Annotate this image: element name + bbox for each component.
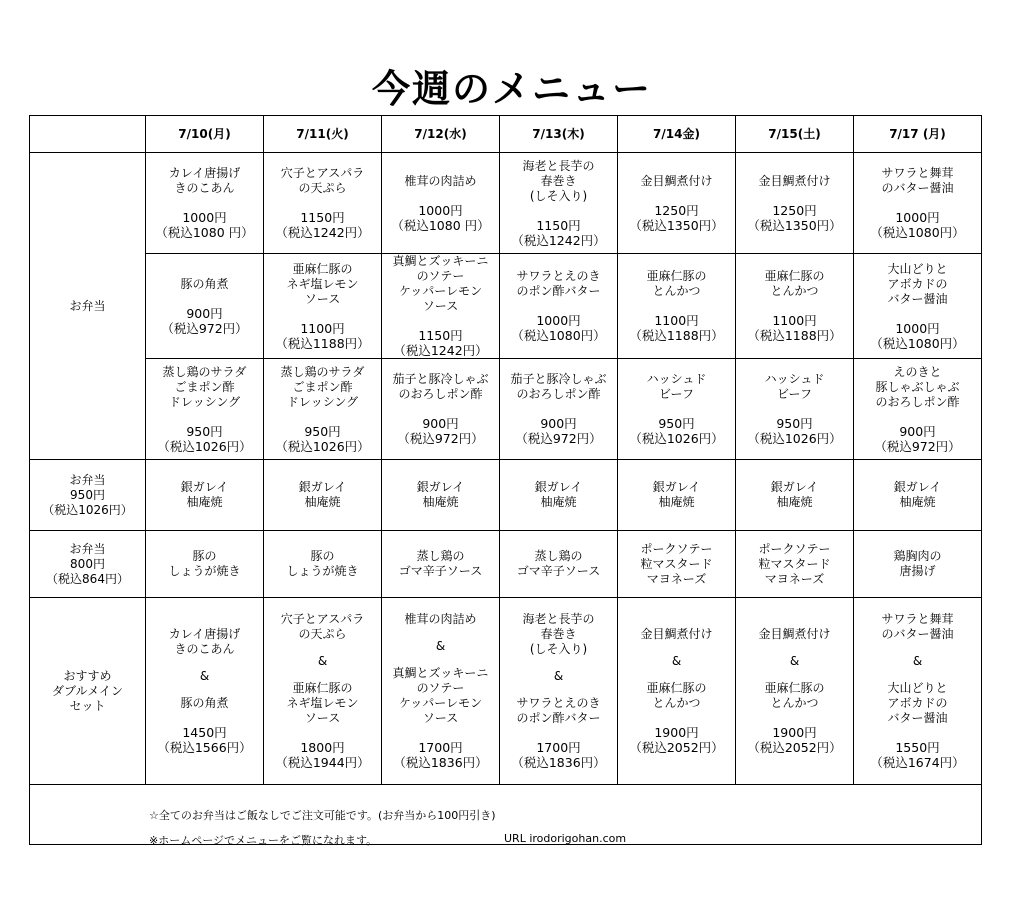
dish-name: 茄子と豚冷しゃぶ のおろしポン酢 — [392, 372, 489, 401]
dish-price: 1100円 （税込1188円） — [275, 320, 370, 351]
dish-a: 穴子とアスパラ の天ぷら — [280, 612, 365, 641]
menu-cell — [736, 531, 854, 598]
dish-price: 1900円 （税込2052円） — [747, 725, 842, 755]
menu-cell — [854, 460, 982, 531]
menu-cell — [146, 460, 264, 531]
dish-price: 1000円 （税込1080円） — [870, 210, 965, 240]
menu-cell — [618, 359, 736, 460]
bento950-row — [30, 460, 982, 531]
header-date: 7/14金) — [618, 116, 736, 153]
menu-cell — [264, 153, 382, 254]
page-title: 今週のメニュー — [371, 67, 652, 111]
menu-cell — [382, 460, 500, 531]
ampersand: & — [789, 654, 800, 668]
dish-name: 亜麻仁豚の とんかつ — [646, 269, 707, 298]
dish-name: ハッシュド ビーフ — [764, 372, 825, 401]
dish-name: 蒸し鶏のサラダ ごまポン酢 ドレッシング — [162, 364, 247, 409]
menu-cell — [736, 153, 854, 254]
dish-name: 真鯛とズッキーニ のソテー ケッパーレモン ソース — [392, 254, 489, 313]
dish-price: 1250円 （税込1350円） — [629, 202, 724, 233]
dish-b: 亜麻仁豚の ネギ塩レモン ソース — [286, 681, 359, 725]
dish-a: サワラと舞茸 のバター醤油 — [881, 612, 954, 641]
menu-cell — [618, 598, 736, 785]
dish-name: 穴子とアスパラ の天ぷら — [280, 166, 365, 195]
bento950-label — [30, 460, 146, 531]
ampersand: & — [435, 639, 446, 653]
menu-cell — [264, 531, 382, 598]
bento800-label-text: お弁当 800円 （税込864円） — [46, 541, 129, 586]
dish-name: 銀ガレイ 柚庵焼 — [652, 480, 701, 509]
dish-price: 900円 （税込972円） — [397, 416, 484, 446]
menu-cell — [854, 254, 982, 359]
dish-a: 金目鯛煮付け — [758, 627, 831, 641]
menu-cell — [264, 598, 382, 785]
dish-price: 950円 （税込1026円） — [747, 416, 842, 446]
dish-price: 950円 （税込1026円） — [157, 423, 252, 454]
menu-cell — [854, 153, 982, 254]
dish-name: 豚の しょうが焼き — [168, 549, 241, 578]
dish-name: ポークソテー 粒マスタード マヨネーズ — [758, 541, 831, 586]
header-date: 7/17 (月) — [854, 116, 982, 153]
dish-price: 1100円 （税込1188円） — [747, 313, 842, 343]
bento800-row — [30, 531, 982, 598]
dish-a: カレイ唐揚げ きのこあん — [168, 627, 241, 656]
dish-price: 900円 （税込972円） — [161, 305, 248, 336]
dish-a: 海老と長芋の 春巻き (しそ入り) — [522, 612, 595, 656]
double-set-label — [30, 598, 146, 785]
ampersand: & — [317, 654, 328, 668]
menu-cell — [146, 359, 264, 460]
dish-price: 1250円 （税込1350円） — [747, 202, 842, 233]
menu-cell — [736, 598, 854, 785]
menu-cell — [382, 598, 500, 785]
menu-cell — [618, 254, 736, 359]
dish-b: 亜麻仁豚の とんかつ — [764, 681, 825, 710]
menu-cell — [618, 153, 736, 254]
dish-price: 1800円 （税込1944円） — [275, 740, 370, 770]
menu-cell — [146, 598, 264, 785]
dish-a: 金目鯛煮付け — [640, 627, 713, 641]
header-date: 7/12(水) — [382, 116, 500, 153]
dish-name: サワラとえのき のポン酢バター — [516, 269, 601, 298]
menu-cell — [736, 359, 854, 460]
menu-cell — [146, 153, 264, 254]
header-date: 7/15(土) — [736, 116, 854, 153]
menu-cell — [382, 153, 500, 254]
bento800-label — [30, 531, 146, 598]
menu-cell — [500, 598, 618, 785]
dish-name: 鶏胸肉の 唐揚げ — [893, 549, 942, 578]
menu-cell — [264, 254, 382, 359]
menu-cell — [854, 531, 982, 598]
dish-name: 大山どりと アボカドの バター醤油 — [887, 261, 948, 306]
dish-name: 金目鯛煮付け — [640, 173, 713, 188]
dish-price: 950円 （税込1026円） — [275, 423, 370, 454]
note-line-2: ※ホームページでメニューをご覧になれます。 — [149, 834, 378, 847]
bento-row — [30, 359, 982, 460]
bento-row — [30, 254, 982, 359]
dish-name: 銀ガレイ 柚庵焼 — [893, 480, 942, 509]
dish-price: 1000円 （税込1080 円） — [391, 202, 490, 233]
dish-price: 1550円 （税込1674円） — [870, 740, 965, 770]
dish-name: 銀ガレイ 柚庵焼 — [534, 480, 583, 509]
menu-cell — [854, 359, 982, 460]
menu-cell — [382, 254, 500, 359]
menu-cell — [146, 531, 264, 598]
ampersand: & — [671, 654, 682, 668]
menu-cell — [500, 254, 618, 359]
dish-name: 椎茸の肉詰め — [404, 173, 477, 188]
header-corner — [30, 116, 146, 153]
ampersand: & — [912, 654, 923, 668]
dish-price: 1150円 （税込1242円） — [511, 217, 606, 248]
dish-a: 椎茸の肉詰め — [404, 612, 477, 626]
dish-name: 金目鯛煮付け — [758, 173, 831, 188]
website-url: URL irodorigohan.com — [504, 832, 627, 845]
menu-cell — [264, 359, 382, 460]
dish-name: 豚の角煮 — [180, 276, 229, 291]
dish-name: ポークソテー 粒マスタード マヨネーズ — [640, 541, 713, 586]
menu-cell — [500, 153, 618, 254]
dish-name: 銀ガレイ 柚庵焼 — [298, 480, 347, 509]
dish-name: サワラと舞茸 のバター醤油 — [881, 166, 954, 195]
dish-price: 1450円 （税込1566円） — [157, 725, 252, 755]
dish-price: 1700円 （税込1836円） — [511, 740, 606, 770]
dish-name: 蒸し鶏の ゴマ辛子ソース — [398, 549, 483, 578]
dish-name: 海老と長芋の 春巻き (しそ入り) — [522, 158, 595, 203]
dish-price: 950円 （税込1026円） — [629, 416, 724, 446]
dish-name: 蒸し鶏のサラダ ごまポン酢 ドレッシング — [280, 364, 365, 409]
menu-cell — [382, 359, 500, 460]
dish-price: 1100円 （税込1188円） — [629, 313, 724, 343]
dish-price: 1000円 （税込1080円） — [870, 320, 965, 351]
dish-price: 1700円 （税込1836円） — [393, 740, 488, 770]
menu-cell — [854, 598, 982, 785]
menu-cell — [500, 531, 618, 598]
menu-cell — [736, 254, 854, 359]
bento-row — [30, 153, 982, 254]
dish-name: 銀ガレイ 柚庵焼 — [416, 480, 465, 509]
double-set-label-text: おすすめ ダブルメイン セット — [52, 668, 123, 713]
dish-price: 1000円 （税込1080 円） — [155, 210, 254, 240]
header-date: 7/10(月) — [146, 116, 264, 153]
dish-b: 大山どりと アボカドの バター醤油 — [887, 681, 948, 725]
dish-name: カレイ唐揚げ きのこあん — [168, 166, 241, 195]
dish-name: 亜麻仁豚の ネギ塩レモン ソース — [286, 261, 359, 306]
dish-price: 1000円 （税込1080円） — [511, 313, 606, 343]
dish-price: 1150円 （税込1242円） — [393, 328, 488, 358]
menu-cell — [264, 460, 382, 531]
header-row — [30, 116, 982, 153]
dish-name: 銀ガレイ 柚庵焼 — [770, 480, 819, 509]
bento950-label-text: お弁当 950円 （税込1026円） — [42, 472, 133, 517]
dish-name: ハッシュド ビーフ — [646, 372, 707, 401]
bento-label: お弁当 — [30, 153, 146, 460]
dish-b: 真鯛とズッキーニ のソテー ケッパーレモン ソース — [392, 666, 489, 725]
dish-name: 亜麻仁豚の とんかつ — [764, 269, 825, 298]
header-date: 7/13(木) — [500, 116, 618, 153]
dish-name: えのきと 豚しゃぶしゃぶ のおろしポン酢 — [875, 364, 960, 409]
ampersand: & — [553, 669, 564, 683]
ampersand: & — [199, 669, 210, 683]
note-line-1: ☆全てのお弁当はご飯なしでご注文可能です。(お弁当から100円引き) — [149, 809, 496, 822]
double-set-row — [30, 598, 982, 785]
menu-cell — [500, 359, 618, 460]
dish-b: 亜麻仁豚の とんかつ — [646, 681, 707, 710]
menu-cell — [382, 531, 500, 598]
dish-b: 豚の角煮 — [180, 696, 229, 710]
menu-cell — [500, 460, 618, 531]
menu-table — [29, 115, 982, 785]
dish-name: 蒸し鶏の ゴマ辛子ソース — [516, 549, 601, 578]
menu-cell — [618, 460, 736, 531]
menu-cell — [736, 460, 854, 531]
menu-cell — [618, 531, 736, 598]
dish-name: 豚の しょうが焼き — [286, 549, 359, 578]
menu-cell — [146, 254, 264, 359]
dish-price: 1900円 （税込2052円） — [629, 725, 724, 755]
dish-b: サワラとえのき のポン酢バター — [516, 696, 601, 725]
dish-price: 1150円 （税込1242円） — [275, 210, 370, 240]
dish-name: 茄子と豚冷しゃぶ のおろしポン酢 — [510, 372, 607, 401]
header-date: 7/11(火) — [264, 116, 382, 153]
dish-price: 900円 （税込972円） — [515, 416, 602, 446]
dish-price: 900円 （税込972円） — [874, 423, 961, 454]
dish-name: 銀ガレイ 柚庵焼 — [180, 480, 229, 509]
